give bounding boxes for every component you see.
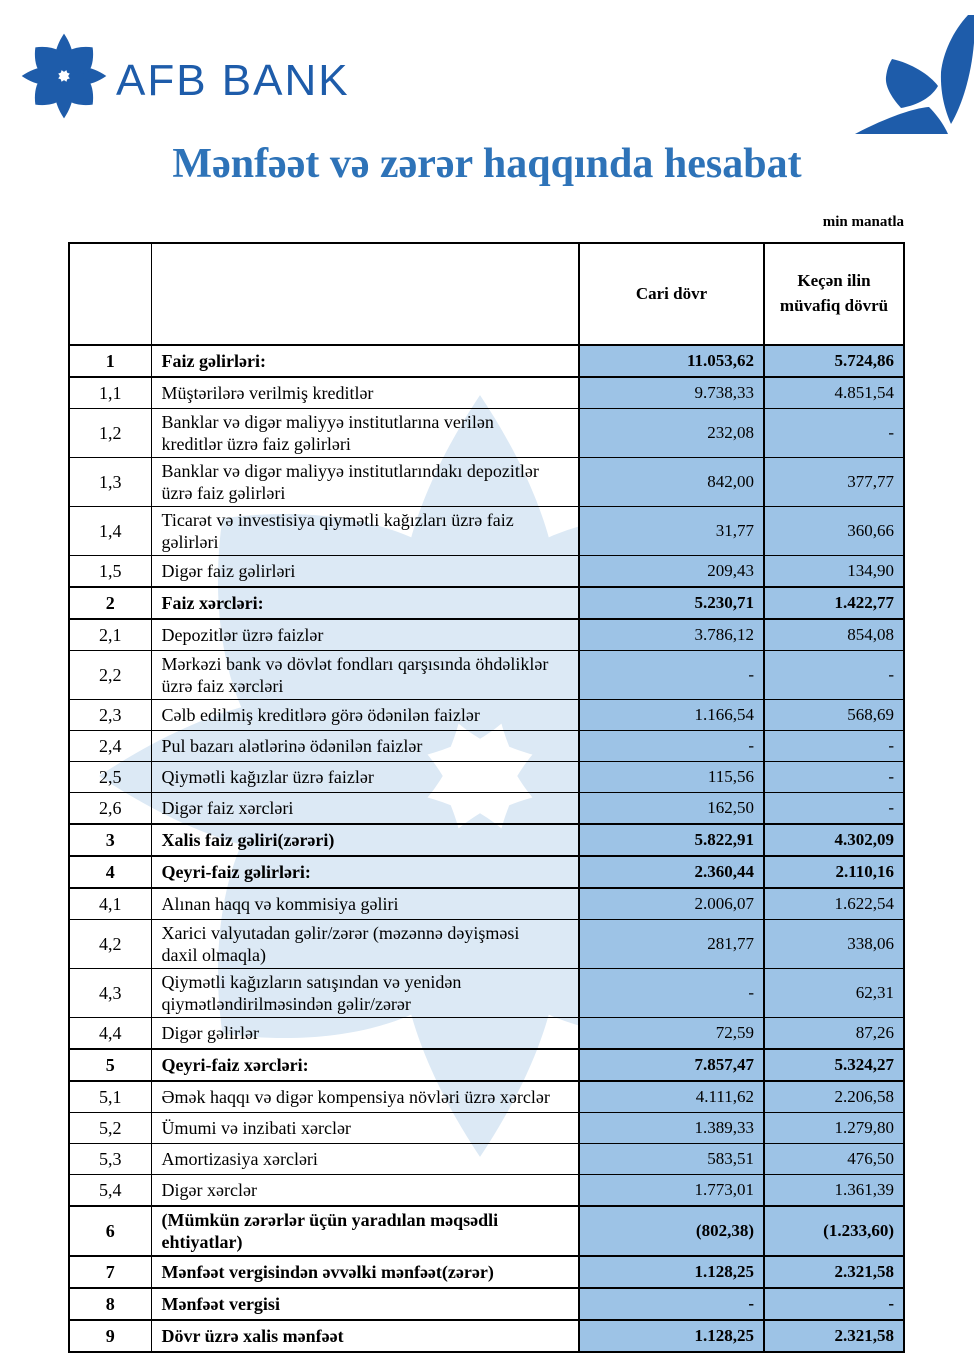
row-number: 5,1 <box>69 1081 151 1113</box>
row-number: 1,4 <box>69 507 151 556</box>
row-current-value: - <box>579 1288 764 1320</box>
row-current-value: 281,77 <box>579 920 764 969</box>
row-current-value: 5.230,71 <box>579 587 764 619</box>
row-number: 4,2 <box>69 920 151 969</box>
row-number: 9 <box>69 1320 151 1352</box>
table-row <box>69 556 904 588</box>
table-row <box>69 888 904 920</box>
row-number: 1,3 <box>69 458 151 507</box>
row-current-value: 232,08 <box>579 409 764 458</box>
row-previous-value: 4.851,54 <box>764 377 904 409</box>
header-previous-period: Keçən ilin müvafiq dövrü <box>764 243 904 345</box>
row-current-value: 115,56 <box>579 762 764 793</box>
row-number: 5 <box>69 1049 151 1081</box>
row-label: Digər gəlirlər <box>151 1018 579 1050</box>
table-row <box>69 731 904 762</box>
row-label: Cəlb edilmiş kreditlərə görə ödənilən faizlər <box>151 700 579 731</box>
row-current-value: 1.128,25 <box>579 1256 764 1288</box>
table-row <box>69 587 904 619</box>
corner-petals-icon <box>855 15 974 137</box>
afb-flower-logo-icon <box>18 28 110 124</box>
row-label: Alınan haqq və kommisiya gəliri <box>151 888 579 920</box>
row-current-value: 4.111,62 <box>579 1081 764 1113</box>
row-current-value: - <box>579 969 764 1018</box>
row-label: Banklar və digər maliyyə institutlarına verilən kreditlər üzrə faiz gəlirləri <box>151 409 579 458</box>
table-row <box>69 1081 904 1113</box>
row-label: Qiymətli kağızların satışından və yenidən qiymətləndirilməsindən gəlir/zərər <box>151 969 579 1018</box>
row-previous-value: - <box>764 651 904 700</box>
row-label: Depozitlər üzrə faizlər <box>151 619 579 651</box>
row-previous-value: - <box>764 731 904 762</box>
row-number: 2,5 <box>69 762 151 793</box>
row-label: Ticarət və investisiya qiymətli kağızları üzrə faiz gəlirləri <box>151 507 579 556</box>
row-previous-value: 1.422,77 <box>764 587 904 619</box>
brand-logo <box>18 28 350 124</box>
row-label: Ümumi və inzibati xərclər <box>151 1113 579 1144</box>
table-row <box>69 1206 904 1256</box>
table-row <box>69 1113 904 1144</box>
row-current-value: 583,51 <box>579 1144 764 1175</box>
page-title: Mənfəət və zərər haqqında hesabat <box>172 141 802 187</box>
row-number: 4,1 <box>69 888 151 920</box>
row-number: 2,3 <box>69 700 151 731</box>
table-row <box>69 458 904 507</box>
row-number: 8 <box>69 1288 151 1320</box>
row-previous-value: (1.233,60) <box>764 1206 904 1256</box>
report-table <box>68 242 905 1353</box>
table-row <box>69 920 904 969</box>
row-previous-value: 377,77 <box>764 458 904 507</box>
row-current-value: - <box>579 731 764 762</box>
row-label: Qeyri-faiz gəlirləri: <box>151 856 579 888</box>
table-row <box>69 619 904 651</box>
row-number: 2 <box>69 587 151 619</box>
row-previous-value: 476,50 <box>764 1144 904 1175</box>
row-label: Qeyri-faiz xərcləri: <box>151 1049 579 1081</box>
table-row <box>69 793 904 825</box>
row-label: Digər faiz xərcləri <box>151 793 579 825</box>
row-previous-value: 4.302,09 <box>764 824 904 856</box>
row-previous-value: 87,26 <box>764 1018 904 1050</box>
row-previous-value: 2.321,58 <box>764 1256 904 1288</box>
row-previous-value: 2.206,58 <box>764 1081 904 1113</box>
row-number: 2,4 <box>69 731 151 762</box>
row-label: Mənfəət vergisi <box>151 1288 579 1320</box>
row-number: 2,6 <box>69 793 151 825</box>
row-number: 1,1 <box>69 377 151 409</box>
row-label: Xarici valyutadan gəlir/zərər (məzənnə dəyişməsi daxil olmaqla) <box>151 920 579 969</box>
row-label: Amortizasiya xərcləri <box>151 1144 579 1175</box>
row-previous-value: 360,66 <box>764 507 904 556</box>
table-row <box>69 409 904 458</box>
table-row <box>69 762 904 793</box>
row-label: (Mümkün zərərlər üçün yaradılan məqsədli ehtiyatlar) <box>151 1206 579 1256</box>
row-number: 5,2 <box>69 1113 151 1144</box>
row-number: 5,3 <box>69 1144 151 1175</box>
row-label: Xalis faiz gəliri(zərəri) <box>151 824 579 856</box>
row-label: Mərkəzi bank və dövlət fondları qarşısında öhdəliklər üzrə faiz xərcləri <box>151 651 579 700</box>
row-current-value: 209,43 <box>579 556 764 588</box>
row-previous-value: 62,31 <box>764 969 904 1018</box>
row-label: Banklar və digər maliyyə institutlarındakı depozitlər üzrə faiz gəlirləri <box>151 458 579 507</box>
row-number: 1,2 <box>69 409 151 458</box>
row-previous-value: 5.324,27 <box>764 1049 904 1081</box>
table-row <box>69 1144 904 1175</box>
row-previous-value: 338,06 <box>764 920 904 969</box>
row-current-value: 162,50 <box>579 793 764 825</box>
table-row <box>69 345 904 377</box>
brand-wordmark: AFB BANK <box>116 56 350 105</box>
row-current-value: 2.006,07 <box>579 888 764 920</box>
row-previous-value: 568,69 <box>764 700 904 731</box>
header-label <box>151 243 579 345</box>
row-label: Dövr üzrə xalis mənfəət <box>151 1320 579 1352</box>
table-header-row <box>69 243 904 345</box>
row-label: Mənfəət vergisindən əvvəlki mənfəət(zərər) <box>151 1256 579 1288</box>
table-row <box>69 1288 904 1320</box>
row-current-value: 72,59 <box>579 1018 764 1050</box>
row-number: 4,3 <box>69 969 151 1018</box>
row-previous-value: - <box>764 1288 904 1320</box>
row-previous-value: 2.321,58 <box>764 1320 904 1352</box>
row-current-value: 9.738,33 <box>579 377 764 409</box>
row-previous-value: 1.622,54 <box>764 888 904 920</box>
row-label: Faiz xərcləri: <box>151 587 579 619</box>
row-current-value: 1.389,33 <box>579 1113 764 1144</box>
row-previous-value: 2.110,16 <box>764 856 904 888</box>
row-label: Faiz gəlirləri: <box>151 345 579 377</box>
row-current-value: 11.053,62 <box>579 345 764 377</box>
row-label: Müştərilərə verilmiş kreditlər <box>151 377 579 409</box>
row-number: 4,4 <box>69 1018 151 1050</box>
row-label: Qiymətli kağızlar üzrə faizlər <box>151 762 579 793</box>
unit-note: min manatla <box>822 214 904 230</box>
header-no <box>69 243 151 345</box>
row-previous-value: - <box>764 793 904 825</box>
row-label: Pul bazarı alətlərinə ödənilən faizlər <box>151 731 579 762</box>
row-number: 1,5 <box>69 556 151 588</box>
row-number: 6 <box>69 1206 151 1256</box>
row-number: 7 <box>69 1256 151 1288</box>
table-row <box>69 824 904 856</box>
table-row <box>69 856 904 888</box>
row-previous-value: 5.724,86 <box>764 345 904 377</box>
row-current-value: - <box>579 651 764 700</box>
table-row <box>69 969 904 1018</box>
row-current-value: (802,38) <box>579 1206 764 1256</box>
table-row <box>69 1320 904 1352</box>
row-current-value: 842,00 <box>579 458 764 507</box>
row-current-value: 31,77 <box>579 507 764 556</box>
table-row <box>69 651 904 700</box>
table-row <box>69 507 904 556</box>
table-row <box>69 1049 904 1081</box>
table-row <box>69 1018 904 1050</box>
row-current-value: 1.128,25 <box>579 1320 764 1352</box>
row-number: 1 <box>69 345 151 377</box>
table-row <box>69 377 904 409</box>
report-table-body <box>69 345 904 1352</box>
row-label: Əmək haqqı və digər kompensiya növləri üzrə xərclər <box>151 1081 579 1113</box>
row-previous-value: - <box>764 762 904 793</box>
row-number: 4 <box>69 856 151 888</box>
table-row <box>69 1256 904 1288</box>
row-current-value: 7.857,47 <box>579 1049 764 1081</box>
table-row <box>69 1175 904 1207</box>
row-previous-value: - <box>764 409 904 458</box>
row-number: 5,4 <box>69 1175 151 1207</box>
row-current-value: 1.773,01 <box>579 1175 764 1207</box>
row-number: 3 <box>69 824 151 856</box>
row-number: 2,2 <box>69 651 151 700</box>
row-label: Digər faiz gəlirləri <box>151 556 579 588</box>
row-previous-value: 854,08 <box>764 619 904 651</box>
row-current-value: 2.360,44 <box>579 856 764 888</box>
row-current-value: 1.166,54 <box>579 700 764 731</box>
row-current-value: 3.786,12 <box>579 619 764 651</box>
header-current-period: Cari dövr <box>579 243 764 345</box>
row-previous-value: 1.279,80 <box>764 1113 904 1144</box>
row-number: 2,1 <box>69 619 151 651</box>
row-previous-value: 1.361,39 <box>764 1175 904 1207</box>
row-label: Digər xərclər <box>151 1175 579 1207</box>
table-row <box>69 700 904 731</box>
row-previous-value: 134,90 <box>764 556 904 588</box>
row-current-value: 5.822,91 <box>579 824 764 856</box>
